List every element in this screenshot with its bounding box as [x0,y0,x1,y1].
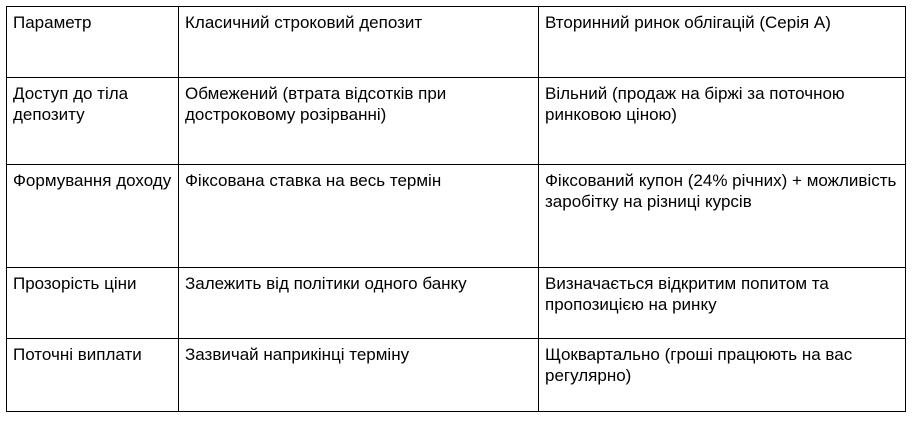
table-cell-deposit: Фіксована ставка на весь термін [179,165,539,268]
table-cell-parameter: Поточні виплати [7,339,179,412]
comparison-table-container [6,6,906,412]
table-row [7,339,906,412]
header-cell-parameter: Параметр [7,7,179,78]
table-row [7,78,906,165]
table-cell-deposit: Обмежений (втрата відсотків при достроковому розірванні) [179,78,539,165]
table-cell-bonds: Визначається відкритим попитом та пропозицією на ринку [539,268,906,339]
comparison-table [6,6,906,412]
table-cell-bonds: Щоквартально (гроші працюють на вас регулярно) [539,339,906,412]
table-cell-parameter: Формування доходу [7,165,179,268]
table-cell-bonds: Вільний (продаж на біржі за поточною ринковою ціною) [539,78,906,165]
table-cell-deposit: Залежить від політики одного банку [179,268,539,339]
table-row [7,268,906,339]
header-cell-deposit: Класичний строковий депозит [179,7,539,78]
header-cell-bonds: Вторинний ринок облігацій (Серія А) [539,7,906,78]
table-cell-bonds: Фіксований купон (24% річних) + можливість заробітку на різниці курсів [539,165,906,268]
table-cell-parameter: Доступ до тіла депозиту [7,78,179,165]
table-header-row [7,7,906,78]
table-row [7,165,906,268]
table-cell-deposit: Зазвичай наприкінці терміну [179,339,539,412]
table-cell-parameter: Прозорість ціни [7,268,179,339]
